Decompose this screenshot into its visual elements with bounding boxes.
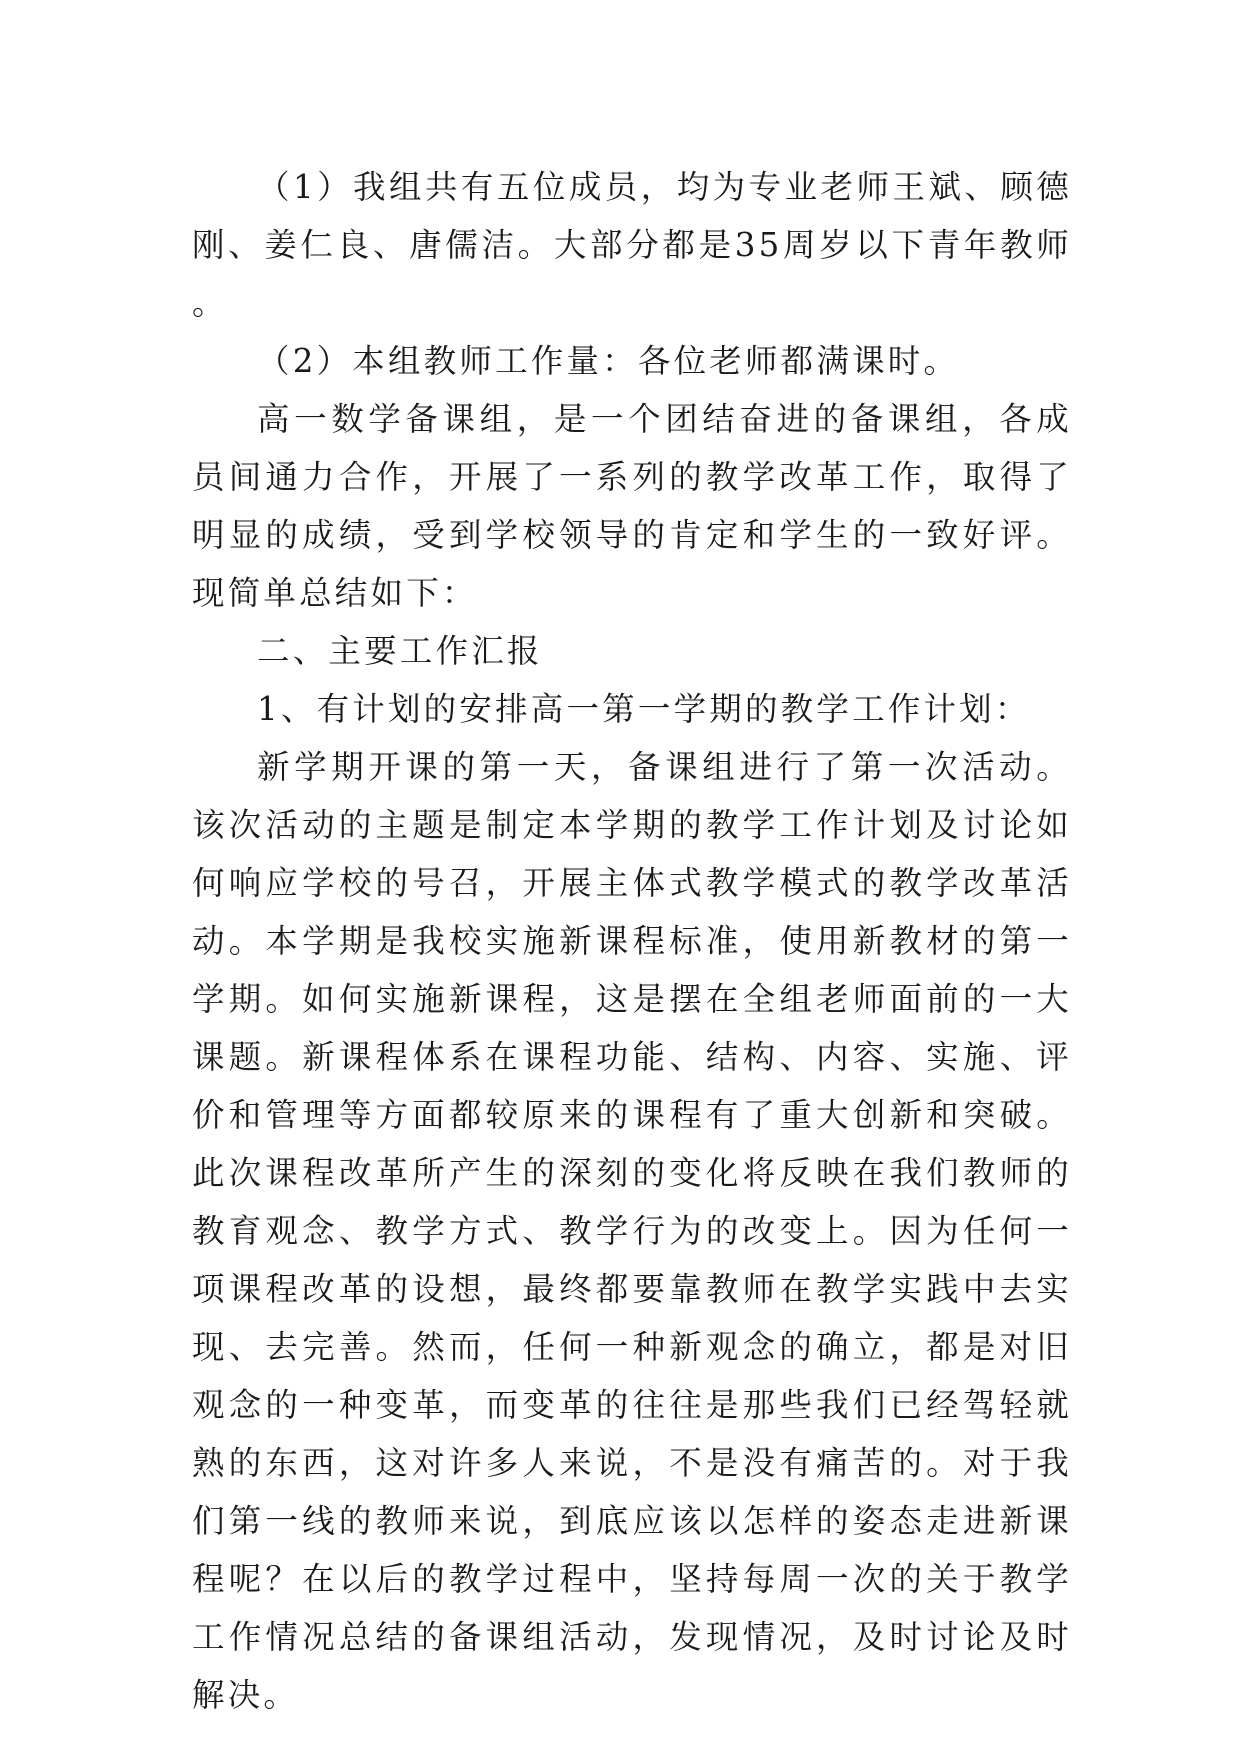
- document-body: [192, 158, 1072, 1724]
- paragraph-first-activity: 新学期开课的第一天，备课组进行了第一次活动。该次活动的主题是制定本学期的教学工作计划及讨论如何响应学校的号召，开展主体式教学模式的教学改革活动。本学期是我校实施新课程标准，使用新教材的第一学期。如何实施新课程，这是摆在全组老师面前的一大课题。新课程体系在课程功能、结构、内容、实施、评价和管理等方面都较原来的课程有了重大创新和突破。此次课程改革所产生的深刻的变化将反映在我们教师的教育观念、教学方式、教学行为的改变上。因为任何一项课程改革的设想，最终都要靠教师在教学实践中去实现、去完善。然而，任何一种新观念的确立，都是对旧观念的一种变革，而变革的往往是那些我们已经驾轻就熟的东西，这对许多人来说，不是没有痛苦的。对于我们第一线的教师来说，到底应该以怎样的姿态走进新课程呢？在以后的教学过程中，坚持每周一次的关于教学工作情况总结的备课组活动，发现情况，及时讨论及时解决。: [192, 748, 1072, 1714]
- paragraph-group-summary: 高一数学备课组，是一个团结奋进的备课组，各成员间通力合作，开展了一系列的教学改革工作，取得了明显的成绩，受到学校领导的肯定和学生的一致好评。现简单总结如下：: [192, 400, 1072, 612]
- paragraph-workload: （2）本组教师工作量：各位老师都满课时。: [257, 342, 960, 380]
- paragraph-members: （1）我组共有五位成员，均为专业老师王斌、顾德刚、姜仁良、唐儒洁。大部分都是35周岁以下青年教师。: [192, 168, 1072, 322]
- subheading-work-plan: 1、有计划的安排高一第一学期的教学工作计划：: [257, 690, 1031, 728]
- section-heading-main-work: 二、主要工作汇报: [257, 632, 543, 670]
